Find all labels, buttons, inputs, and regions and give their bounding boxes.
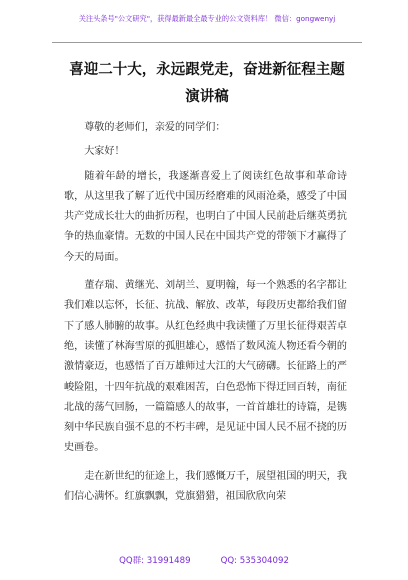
paragraph: 随着年龄的增长，我逐渐喜爱上了阅读红色故事和革命诗歌，从这里我了解了近代中国历经磨难的风雨沧桑，感受了中国共产党成长壮大的曲折历程，也明白了中国人民前赴后继英勇抗争的热血豪情。无数的中国人民在中国共产党的带领下才赢得了今天的局面。 (64, 170, 347, 263)
paragraph: 走在新世纪的征途上，我们感慨万千，展望祖国的明天，我们信心满怀。红旗飘飘，党旗猎猎，祖国欣欣向荣 (64, 470, 347, 503)
header-banner: 关注头条号"公文研究"，获得最新最全最专业的公文资料库！ 微信：gongwenyj (78, 14, 336, 23)
footer-qq: QQ: 535304092 (220, 556, 289, 566)
header-divider (52, 42, 362, 43)
salutation: 尊敬的老师们，亲爱的同学们： (84, 122, 226, 133)
document-body (64, 118, 347, 507)
greeting: 大家好！ (84, 146, 125, 158)
footer-qq-group: QQ群: 31991489 (119, 556, 191, 566)
document-title: 喜迎二十大，永远跟党走，奋进新征程主题演讲稿 (69, 61, 345, 105)
footer (0, 554, 408, 566)
paragraph: 董存瑞、黄继光、刘胡兰、夏明翰，每一个熟悉的名字都让我们难以忘怀，长征、抗战、解放、改革，每段历史都给我们留下了感人肺腑的故事。从红色经典中我读懂了万里长征得艰苦卓绝，读懂了林海雪原的孤胆雄心，感悟了数风流人物还看今朝的激情豪迈，也感悟了百万雄师过大江的大气磅礴。长征路上的严峻险阻，十四年抗战的艰难困苦，白色恐怖下得迂回百转，南征北战的荡气回肠，一篇篇感人的故事，一首首雄壮的诗篇，是镌刻中华民族自强不息的不朽丰碑，是见证中国人民不屈不挠的历史画卷。 (64, 280, 347, 454)
